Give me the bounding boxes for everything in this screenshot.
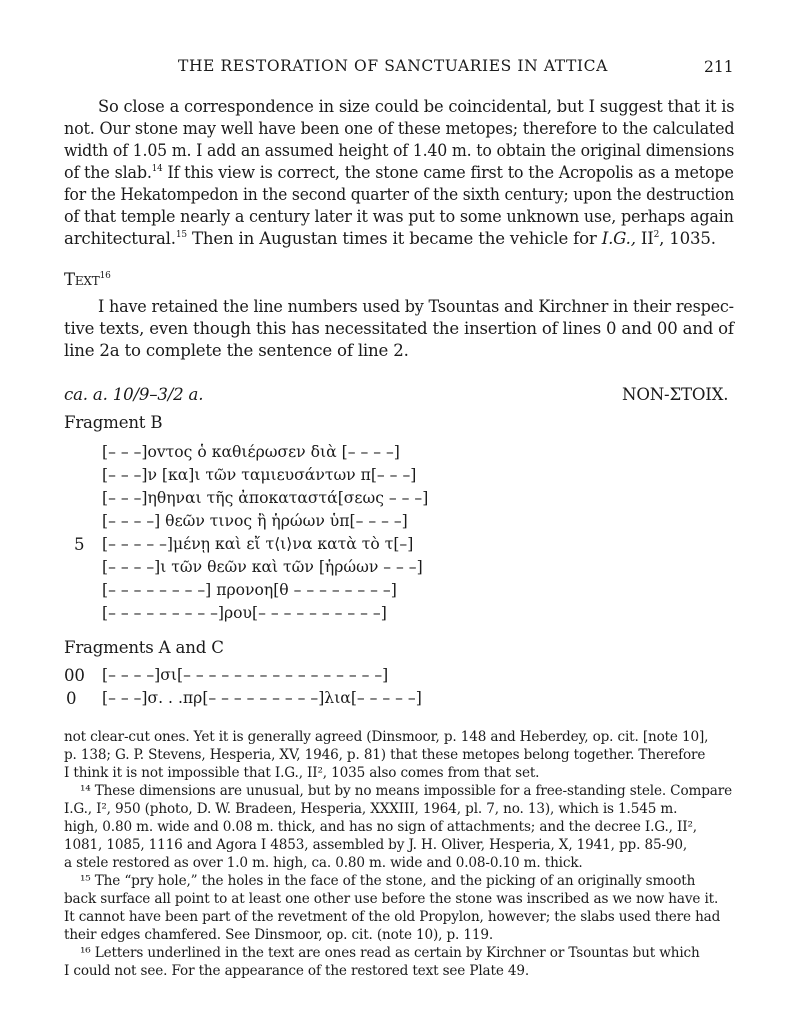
line-number: 0 (66, 689, 77, 708)
footnote-line: ¹⁴ These dimensions are unusual, but by no means impossible for a free-standing stele. Compare (80, 783, 732, 799)
footnote-line: p. 138; G. P. Stevens, Hesperia, XV, 1946, p. 81) that these metopes belong together. Therefore (64, 747, 706, 763)
inscription-line: [– – – –] θεῶν τινος ἢ ἡρώων ὑπ[– – – –] (102, 512, 408, 530)
fragment-b-title: Fragment B (64, 413, 163, 432)
line-number: 5 (74, 535, 85, 554)
dating: ca. a. 10/9–3/2 a. (64, 385, 204, 404)
paragraph-line: I have retained the line numbers used by Tsountas and Kirchner in their respec- (98, 297, 734, 316)
paragraph-line: of that temple nearly a century later it was put to some unknown use, perhaps again (64, 207, 734, 226)
paragraph-line: line 2a to complete the sentence of line 2. (64, 341, 409, 360)
paragraph-line: for the Hekatompedon in the second quarter of the sixth century; upon the destruction (64, 185, 735, 204)
section-heading: Text$^{16}$ (64, 270, 111, 289)
footnote-line: ¹⁵ The “pry hole,” the holes in the face of the stone, and the picking of an originally smooth (80, 873, 696, 889)
inscription-line: [– – – – – – – – –]ρου[– – – – – – – – – –] (102, 604, 387, 622)
footnote-line: their edges chamfered. See Dinsmoor, op. cit. (note 10), p. 119. (64, 927, 494, 943)
footnote-line: back surface all point to at least one other use before the stone was inscribed as we now have it. (64, 891, 719, 907)
footnote-line: It cannot have been part of the revetment of the old Propylon, however; the slabs used there had (64, 909, 721, 925)
inscription-line: [– – – – – – – –] προνοη[θ – – – – – – – –] (102, 581, 397, 599)
paragraph-line: So close a correspondence in size could be coincidental, but I suggest that it is (98, 97, 735, 116)
paragraph-line: of the slab.$^{14}$ If this view is correct, the stone came first to the Acropolis as a metope (64, 163, 734, 182)
inscription-line: [– – – – –]μένῃ καὶ εἴ τ⟨ι⟩να κατὰ τὸ τ[–] (102, 535, 414, 553)
fragments-ac-title: Fragments A and C (64, 638, 224, 657)
footnote-line: ¹⁶ Letters underlined in the text are ones read as certain by Kirchner or Tsountas but which (80, 945, 700, 961)
footnote-line: 1081, 1085, 1116 and Agora I 4853, assembled by J. H. Oliver, Hesperia, X, 1941, pp. 85-90, (64, 837, 688, 853)
footnote-line: I.G., I², 950 (photo, D. W. Bradeen, Hesperia, XXXIII, 1964, pl. 7, no. 13), which is 1.545 m. (64, 801, 678, 817)
footnote-line: not clear-cut ones. Yet it is generally agreed (Dinsmoor, p. 148 and Heberdey, op. cit. [note 10], (64, 729, 709, 745)
paragraph-line: not. Our stone may well have been one of these metopes; therefore to the calculated (64, 119, 735, 138)
footnote-line: I could not see. For the appearance of the restored text see Plate 49. (64, 963, 530, 979)
footnote-ref: 14 (151, 164, 163, 174)
footnote-ref: 16 (99, 271, 111, 281)
footnote-line: high, 0.80 m. wide and 0.08 m. thick, and has no sign of attachments; and the decree I.G., II², (64, 819, 697, 835)
running-header: THE RESTORATION OF SANCTUARIES IN ATTICA (178, 57, 608, 75)
stoichedon-note: NON-ΣΤΟΙΧ. (622, 385, 729, 404)
inscription-line: [– – –]ν [κα]ι τῶν ταμιευσάντων π[– – –] (102, 466, 417, 484)
inscription-line: [– – –]ηθηναι τῆς ἀποκαταστά[σεως – – –] (102, 489, 429, 507)
paragraph-line: width of 1.05 m. I add an assumed height of 1.40 m. to obtain the original dimensions (64, 141, 735, 160)
inscription-line: [– – –]σ. . .πρ[– – – – – – – – –]λια[– – – – –] (102, 689, 422, 707)
footnote-line: I think it is not impossible that I.G., II², 1035 also comes from that set. (64, 765, 540, 781)
inscription-line: [– – –]οvτος ὁ καθιέρωσεν διὰ [– – – –] (102, 443, 400, 461)
footnote-ref: 15 (175, 230, 187, 240)
inscription-line: [– – – –]σι[– – – – – – – – – – – – – – – –] (102, 666, 389, 684)
paragraph-line: architectural.$^{15}$ Then in Augustan times it became the vehicle for I.G., $II^2$, 1035. (64, 229, 716, 248)
line-number: 00 (64, 666, 85, 685)
paragraph-line: tive texts, even though this has necessitated the insertion of lines 0 and 00 and of (64, 319, 734, 338)
page-number: 211 (704, 57, 734, 76)
footnote-line: a stele restored as over 1.0 m. high, ca. 0.80 m. wide and 0.08-0.10 m. thick. (64, 855, 583, 871)
inscription-line: [– – – –]ι τῶν θεῶν καὶ τῶν [ἡρώων – – –] (102, 558, 423, 576)
